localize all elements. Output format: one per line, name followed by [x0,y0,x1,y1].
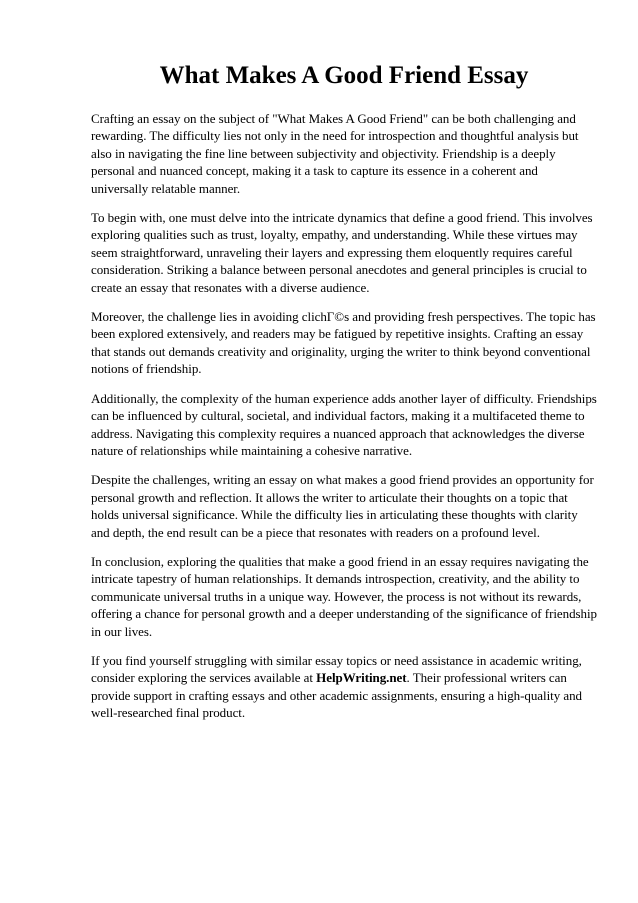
paragraph-dynamics: To begin with, one must delve into the intricate dynamics that define a good friend. This involves exploring qualities such as trust, loyalty, empathy, and understanding. While these virtues may seem straightforward, unraveling their layers and expressing them eloquently requires careful consideration. Striking a balance between personal anecdotes and general principles is crucial to create an essay that resonates with a diverse audience. [91,210,593,295]
closing-text-before: If you find yourself struggling with similar essay topics or need assistance in academic writing, consider exploring the services available at [91,652,582,686]
paragraph-complexity: Additionally, the complexity of the human experience adds another layer of difficulty. Friendships can be influenced by cultural, societal, and individual factors, making it a multifaceted theme to address. Navigating this complexity requires a nuanced approach that acknowledges the diverse nature of relationships while maintaining a cohesive narrative. [91,390,597,458]
paragraph-intro: Crafting an essay on the subject of "What Makes A Good Friend" can be both challenging and rewarding. The difficulty lies not only in the need for introspection and thoughtful analysis but also in navigating the fine line between subjectivity and objectivity. Friendship is a deeply personal and nuanced concept, making it a task to capture its essence in a coherent and universally relatable manner. [91,111,579,196]
brand-name: HelpWriting.net [316,670,407,686]
paragraph-conclusion: In conclusion, exploring the qualities that make a good friend in an essay requires navigating the intricate tapestry of human relationships. It demands introspection, creativity, and the ability to communicate universal truths in a unique way. However, the process is not without its rewards, offering a chance for personal growth and a deeper understanding of the significance of friendship in our lives. [91,553,597,639]
closing-text-after: . Their professional writers can provide support in crafting essays and other academic assignments, ensuring a high-quality and well-researched final product. [91,670,582,721]
paragraph-growth: Despite the challenges, writing an essay on what makes a good friend provides an opportunity for personal growth and reflection. It allows the writer to articulate their thoughts on a topic that holds universal significance. While the difficulty lies in articulating these thoughts with clarity and depth, the end result can be a piece that resonates with readers on a profound level. [91,472,594,540]
document-title: What Makes A Good Friend Essay [159,62,529,89]
paragraph-closing [91,652,597,722]
paragraph-cliches: Moreover, the challenge lies in avoiding clichГ©s and providing fresh perspectives. The topic has been explored extensively, and readers may be fatigued by repetitive insights. Crafting an essay that stands out demands creativity and originality, urging the writer to think beyond conventional notions of friendship. [91,309,596,377]
